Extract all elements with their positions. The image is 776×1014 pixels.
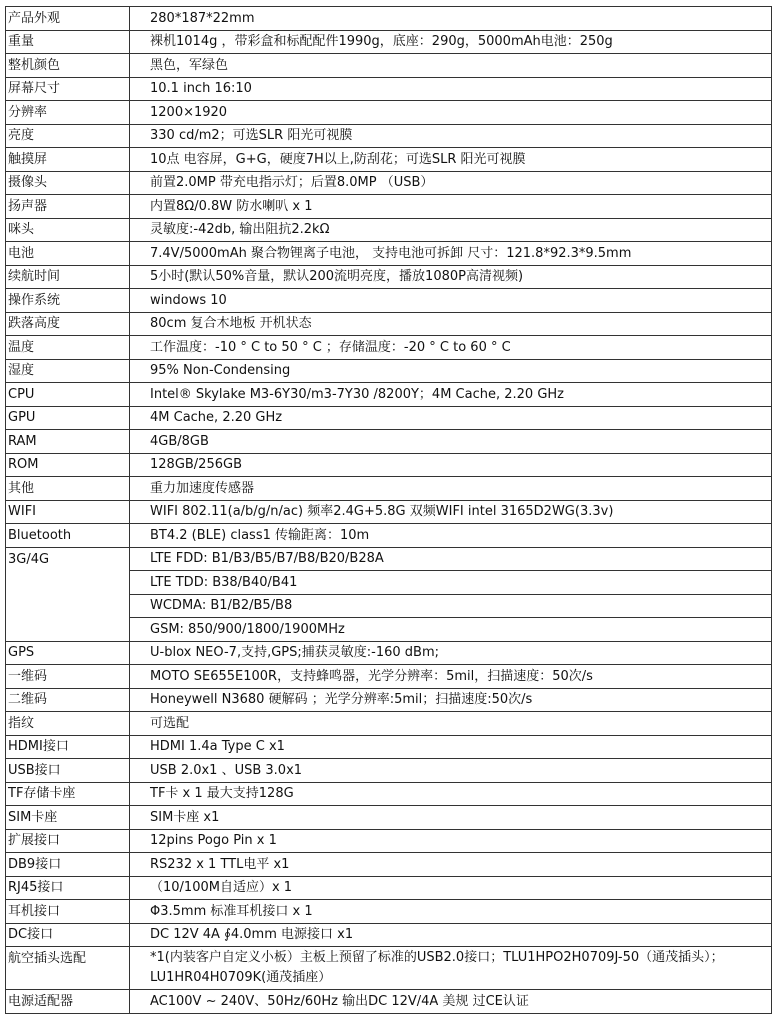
spec-row bbox=[6, 218, 772, 242]
spec-label: TF存储卡座 bbox=[6, 782, 130, 806]
spec-value: 前置2.0MP 带充电指示灯；后置8.0MP （USB） bbox=[130, 171, 772, 195]
spec-row bbox=[6, 923, 772, 947]
spec-value: 10点 电容屏，G+G，硬度7H以上,防刮花；可选SLR 阳光可视膜 bbox=[130, 148, 772, 172]
spec-label: 摄像头 bbox=[6, 171, 130, 195]
spec-label: RAM bbox=[6, 430, 130, 454]
spec-row bbox=[6, 735, 772, 759]
spec-label: 操作系统 bbox=[6, 289, 130, 313]
spec-value: 灵敏度:-42db, 输出阻抗2.2kΩ bbox=[130, 218, 772, 242]
spec-label: 触摸屏 bbox=[6, 148, 130, 172]
spec-row bbox=[6, 524, 772, 548]
spec-value: 黑色，军绿色 bbox=[130, 54, 772, 78]
spec-value: 可选配 bbox=[130, 712, 772, 736]
spec-row bbox=[6, 688, 772, 712]
spec-label: 扬声器 bbox=[6, 195, 130, 219]
spec-value: Intel® Skylake M3-6Y30/m3-7Y30 /8200Y；4M Cache, 2.20 GHz bbox=[130, 383, 772, 407]
spec-row bbox=[6, 665, 772, 689]
spec-row bbox=[6, 336, 772, 360]
spec-label: 整机颜色 bbox=[6, 54, 130, 78]
spec-label: DC接口 bbox=[6, 923, 130, 947]
spec-value: 5小时(默认50%音量，默认200流明亮度，播放1080P高清视频) bbox=[130, 265, 772, 289]
spec-value: 7.4V/5000mAh 聚合物锂离子电池， 支持电池可拆卸 尺寸：121.8*92.3*9.5mm bbox=[130, 242, 772, 266]
spec-row bbox=[6, 547, 772, 571]
spec-value: BT4.2 (BLE) class1 传输距离：10m bbox=[130, 524, 772, 548]
spec-row bbox=[6, 54, 772, 78]
spec-value: windows 10 bbox=[130, 289, 772, 313]
spec-row bbox=[6, 477, 772, 501]
spec-label: 3G/4G bbox=[6, 547, 130, 641]
spec-value: 重力加速度传感器 bbox=[130, 477, 772, 501]
spec-table bbox=[5, 6, 772, 1014]
spec-value: 80cm 复合木地板 开机状态 bbox=[130, 312, 772, 336]
spec-value: 4M Cache, 2.20 GHz bbox=[130, 406, 772, 430]
spec-label: 二维码 bbox=[6, 688, 130, 712]
spec-value: LTE TDD: B38/B40/B41 bbox=[130, 571, 772, 595]
spec-row bbox=[6, 148, 772, 172]
spec-row bbox=[6, 289, 772, 313]
spec-value: 内置8Ω/0.8W 防水喇叭 x 1 bbox=[130, 195, 772, 219]
spec-value: 128GB/256GB bbox=[130, 453, 772, 477]
spec-row bbox=[6, 242, 772, 266]
spec-row bbox=[6, 101, 772, 125]
spec-label: 产品外观 bbox=[6, 7, 130, 31]
spec-label: 一维码 bbox=[6, 665, 130, 689]
spec-label: WIFI bbox=[6, 500, 130, 524]
spec-value: HDMI 1.4a Type C x1 bbox=[130, 735, 772, 759]
spec-value: GSM: 850/900/1800/1900MHz bbox=[130, 618, 772, 642]
spec-label: ROM bbox=[6, 453, 130, 477]
spec-value: 12pins Pogo Pin x 1 bbox=[130, 829, 772, 853]
spec-table-body bbox=[6, 7, 772, 1014]
spec-label: 咪头 bbox=[6, 218, 130, 242]
spec-value: DC 12V 4A ∮4.0mm 电源接口 x1 bbox=[130, 923, 772, 947]
spec-row bbox=[6, 312, 772, 336]
spec-label: 温度 bbox=[6, 336, 130, 360]
spec-value: WCDMA: B1/B2/B5/B8 bbox=[130, 594, 772, 618]
spec-value: MOTO SE655E100R，支持蜂鸣器，光学分辨率：5mil，扫描速度：50次/s bbox=[130, 665, 772, 689]
spec-row bbox=[6, 759, 772, 783]
spec-value: Honeywell N3680 硬解码 ；光学分辨率:5mil；扫描速度:50次/s bbox=[130, 688, 772, 712]
spec-label: 耳机接口 bbox=[6, 900, 130, 924]
spec-label: DB9接口 bbox=[6, 853, 130, 877]
spec-row bbox=[6, 171, 772, 195]
spec-row bbox=[6, 406, 772, 430]
spec-row bbox=[6, 430, 772, 454]
spec-value: USB 2.0x1 、USB 3.0x1 bbox=[130, 759, 772, 783]
spec-label: SIM卡座 bbox=[6, 806, 130, 830]
spec-value: AC100V ~ 240V、50Hz/60Hz 输出DC 12V/4A 美规 过CE认证 bbox=[130, 990, 772, 1014]
spec-label: Bluetooth bbox=[6, 524, 130, 548]
spec-row bbox=[6, 900, 772, 924]
spec-label: 屏幕尺寸 bbox=[6, 77, 130, 101]
spec-value: RS232 x 1 TTL电平 x1 bbox=[130, 853, 772, 877]
spec-label: RJ45接口 bbox=[6, 876, 130, 900]
spec-row bbox=[6, 782, 772, 806]
spec-row bbox=[6, 195, 772, 219]
spec-row bbox=[6, 265, 772, 289]
spec-label: 续航时间 bbox=[6, 265, 130, 289]
spec-label: USB接口 bbox=[6, 759, 130, 783]
spec-value: 95% Non-Condensing bbox=[130, 359, 772, 383]
spec-label: 分辨率 bbox=[6, 101, 130, 125]
spec-label: 亮度 bbox=[6, 124, 130, 148]
spec-value: TF卡 x 1 最大支持128G bbox=[130, 782, 772, 806]
spec-row bbox=[6, 641, 772, 665]
spec-label: GPU bbox=[6, 406, 130, 430]
spec-row bbox=[6, 806, 772, 830]
spec-row bbox=[6, 77, 772, 101]
spec-value: SIM卡座 x1 bbox=[130, 806, 772, 830]
spec-value: LTE FDD: B1/B3/B5/B7/B8/B20/B28A bbox=[130, 547, 772, 571]
spec-row bbox=[6, 876, 772, 900]
spec-row bbox=[6, 853, 772, 877]
spec-value: *1(内装客户自定义小板）主板上预留了标准的USB2.0接口；TLU1HPO2H0709J-50（通茂插头）；LU1HR04H0709K(通茂插座） bbox=[130, 947, 772, 990]
spec-value: 裸机1014g ，带彩盒和标配配件1990g，底座：290g，5000mAh电池：250g bbox=[130, 30, 772, 54]
spec-label: 电源适配器 bbox=[6, 990, 130, 1014]
spec-value: WIFI 802.11(a/b/g/n/ac) 频率2.4G+5.8G 双频WIFI intel 3165D2WG(3.3v) bbox=[130, 500, 772, 524]
spec-value: 280*187*22mm bbox=[130, 7, 772, 31]
spec-row bbox=[6, 500, 772, 524]
spec-value: （10/100M自适应）x 1 bbox=[130, 876, 772, 900]
spec-value: 330 cd/m2；可选SLR 阳光可视膜 bbox=[130, 124, 772, 148]
spec-label: 航空插头选配 bbox=[6, 947, 130, 990]
spec-label: GPS bbox=[6, 641, 130, 665]
spec-row bbox=[6, 947, 772, 990]
spec-row bbox=[6, 383, 772, 407]
spec-value: Φ3.5mm 标准耳机接口 x 1 bbox=[130, 900, 772, 924]
spec-label: 其他 bbox=[6, 477, 130, 501]
spec-label: CPU bbox=[6, 383, 130, 407]
spec-row bbox=[6, 124, 772, 148]
spec-label: 扩展接口 bbox=[6, 829, 130, 853]
spec-value: U-blox NEO-7,支持,GPS;捕获灵敏度:-160 dBm; bbox=[130, 641, 772, 665]
spec-value: 1200×1920 bbox=[130, 101, 772, 125]
spec-value: 10.1 inch 16:10 bbox=[130, 77, 772, 101]
spec-label: 指纹 bbox=[6, 712, 130, 736]
spec-row bbox=[6, 359, 772, 383]
spec-value: 工作温度：-10 ° C to 50 ° C ；存储温度：-20 ° C to 60 ° C bbox=[130, 336, 772, 360]
spec-value: 4GB/8GB bbox=[130, 430, 772, 454]
spec-label: 湿度 bbox=[6, 359, 130, 383]
spec-row bbox=[6, 30, 772, 54]
spec-row bbox=[6, 7, 772, 31]
spec-row bbox=[6, 712, 772, 736]
spec-row bbox=[6, 453, 772, 477]
spec-label: 重量 bbox=[6, 30, 130, 54]
spec-row bbox=[6, 829, 772, 853]
spec-label: 跌落高度 bbox=[6, 312, 130, 336]
spec-label: 电池 bbox=[6, 242, 130, 266]
spec-row bbox=[6, 990, 772, 1014]
spec-label: HDMI接口 bbox=[6, 735, 130, 759]
